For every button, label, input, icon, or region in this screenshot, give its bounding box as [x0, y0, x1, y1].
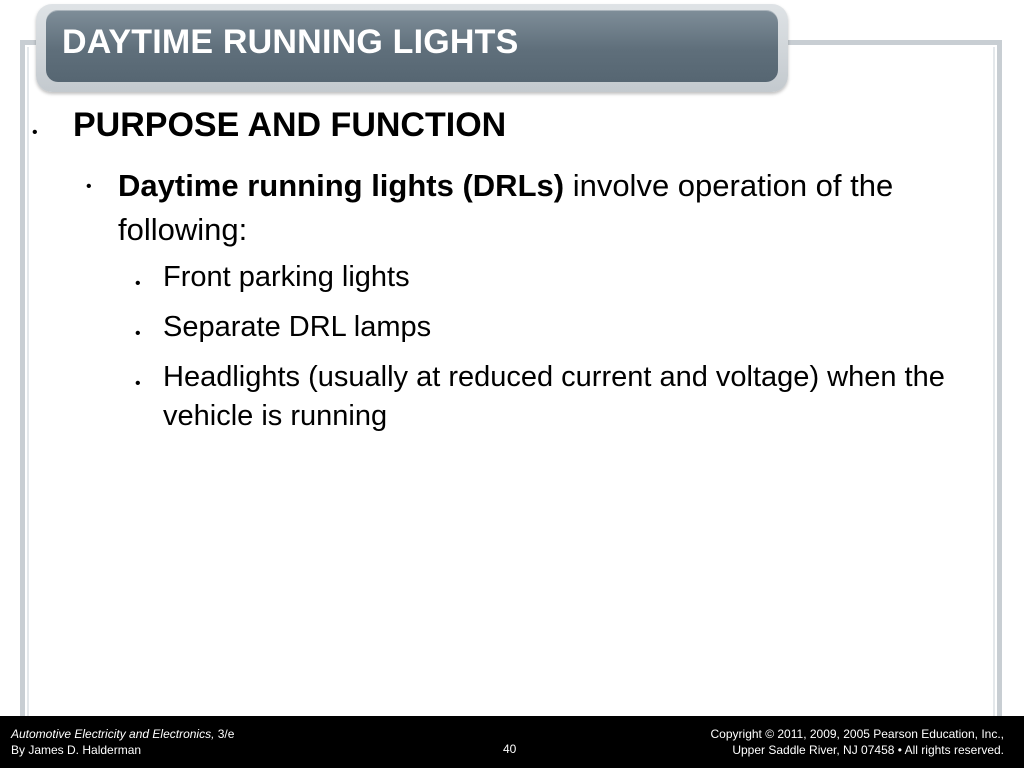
bullet-level1-heading: PURPOSE AND FUNCTION	[73, 106, 507, 144]
slide-footer	[0, 716, 1024, 768]
bullet-marker-level2: •	[86, 178, 92, 195]
slide-title: DAYTIME RUNNING LIGHTS	[62, 23, 519, 61]
bullet-level2-text	[118, 164, 958, 252]
bullet-level3-item: Front parking lights	[163, 261, 410, 293]
copyright-line-2: Upper Saddle River, NJ 07458 • All rights reserved.	[732, 743, 1004, 757]
bullet-level2-continuation: involve operation of the following:	[118, 168, 894, 247]
bullet-level3-item: Separate DRL lamps	[163, 311, 432, 343]
footer-book-info	[11, 726, 234, 758]
copyright-line-1: Copyright © 2011, 2009, 2005 Pearson Education, Inc.,	[710, 727, 1004, 741]
bullet-level3-item: Headlights (usually at reduced current and voltage) when the vehicle is running	[163, 361, 945, 432]
bullet-level2-bold-term: Daytime running lights (DRLs)	[118, 168, 565, 203]
footer-edition: 3/e	[214, 727, 235, 741]
bullet-marker-level3: •	[135, 275, 141, 292]
page-number: 40	[503, 742, 517, 756]
footer-copyright	[711, 726, 1004, 758]
footer-book-title: Automotive Electricity and Electronics,	[11, 727, 215, 741]
footer-author: By James D. Halderman	[11, 743, 142, 757]
bullet-marker-level3: •	[135, 325, 141, 342]
bullet-marker-level1: •	[32, 124, 38, 141]
bullet-marker-level3: •	[135, 375, 141, 392]
